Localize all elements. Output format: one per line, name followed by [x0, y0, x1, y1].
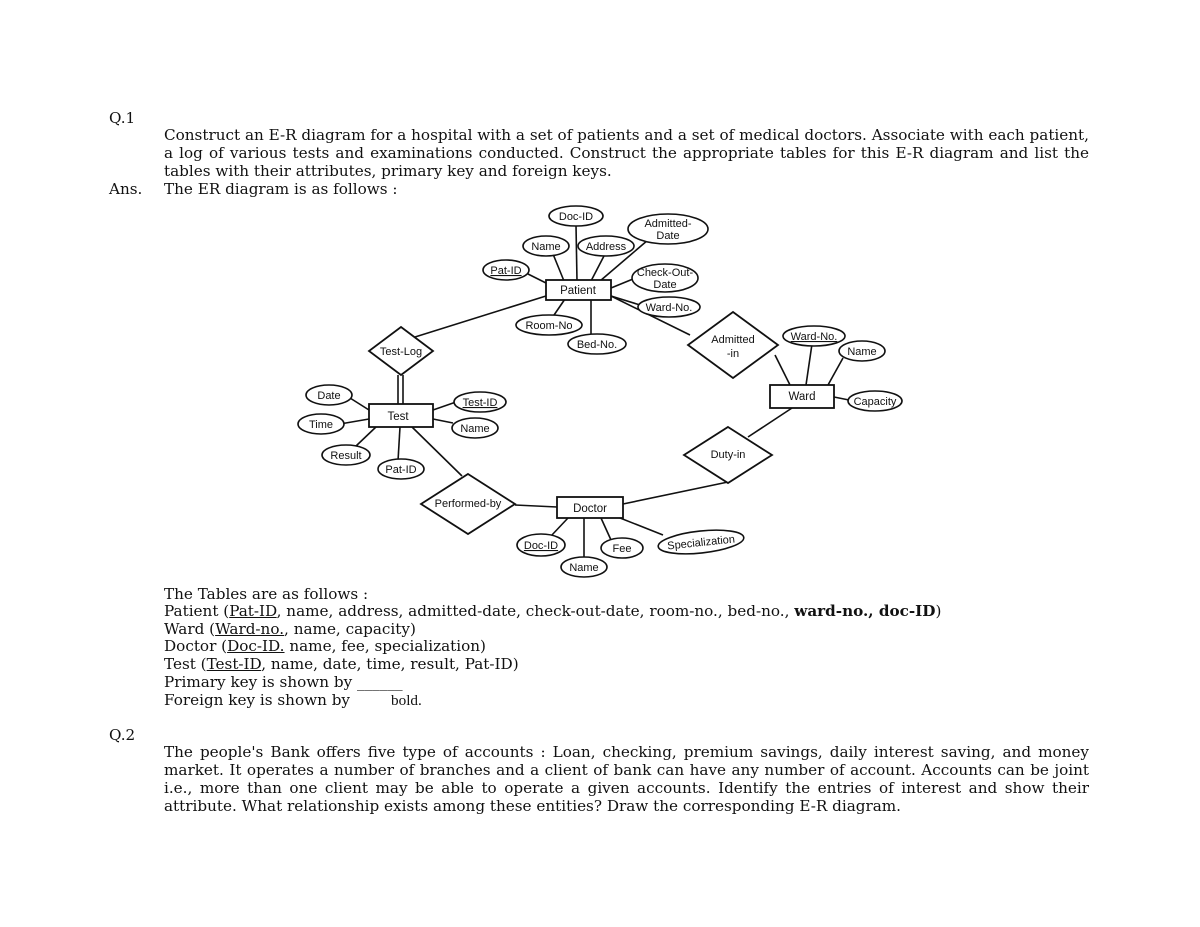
- attribute-specialization-label: Specialization: [666, 533, 736, 553]
- attribute-admitted-date-label-1: Admitted-: [644, 218, 692, 230]
- attribute-time-label: Time: [308, 419, 334, 431]
- attribute-doc-id-patient-label: Doc-ID: [558, 211, 594, 223]
- entity-test-label: Test: [387, 411, 409, 423]
- table-patient: [164, 602, 941, 620]
- attribute-fee-label: Fee: [612, 543, 632, 555]
- table-doctor-pre: Doctor (: [164, 637, 228, 655]
- question-2-line-2: market. It operates a number of branches and a client of bank can have any number of account. Accounts can be joint: [164, 761, 1089, 779]
- table-patient-foreign-keys: ward-no., doc-ID: [794, 602, 936, 620]
- table-test-attributes: , name, date, time, result, Pat-ID): [261, 655, 519, 673]
- attribute-doc-id-patient: [549, 206, 603, 226]
- attribute-pat-id-patient: [483, 260, 529, 280]
- attribute-fee: [601, 538, 643, 558]
- attribute-pat-id-test: [378, 459, 424, 479]
- attribute-ward-no-ward-label: Ward-No.: [790, 331, 838, 343]
- question-2-line-4: attribute. What relationship exists among these entities? Draw the corresponding E-R diagram.: [164, 797, 902, 815]
- attribute-address-label: Address: [585, 241, 627, 253]
- attribute-time: [298, 414, 344, 434]
- question-1-label: Q.1: [109, 109, 136, 127]
- table-test-pre: Test (: [164, 655, 207, 673]
- relationship-test-log-label: Test-Log: [379, 346, 423, 358]
- attribute-doc-id-doctor-label: Doc-ID: [523, 540, 559, 552]
- foreign-key-note: [164, 691, 422, 710]
- table-patient-pre: Patient (: [164, 602, 230, 620]
- question-2-text: [164, 743, 1089, 815]
- attribute-ward-no-ward: [783, 326, 845, 346]
- attribute-name-doctor: [561, 557, 607, 577]
- entity-ward: [770, 385, 834, 408]
- relationship-admitted-label-1: Admitted: [711, 334, 755, 346]
- relationship-performed-by-label: Performed-by: [434, 498, 502, 510]
- attribute-capacity-label: Capacity: [853, 396, 897, 408]
- answer-intro: The ER diagram is as follows :: [164, 180, 398, 198]
- attribute-admitted-date-label-2: Date: [656, 230, 680, 242]
- attribute-room-no: [516, 315, 582, 335]
- answer-label: Ans.: [109, 180, 143, 198]
- attribute-name-doctor-label: Name: [569, 562, 599, 574]
- table-patient-primary-key: Pat-ID: [229, 602, 277, 620]
- attribute-date-label: Date: [317, 390, 341, 402]
- tables-heading: The Tables are as follows :: [164, 585, 369, 603]
- attribute-address: [578, 236, 634, 256]
- table-ward-pre: Ward (: [164, 620, 216, 638]
- attribute-test-id: [454, 392, 506, 412]
- relationship-admitted-label-2: -in: [726, 348, 740, 360]
- attribute-capacity: [848, 391, 902, 411]
- relationship-admitted-in: [688, 312, 778, 378]
- entity-patient: [546, 280, 611, 300]
- primary-key-note: Primary key is shown by ______: [164, 673, 403, 691]
- question-2-label: Q.2: [109, 726, 136, 744]
- attribute-name-test-label: Name: [460, 423, 490, 435]
- table-doctor-primary-key: Doc-ID.: [227, 637, 285, 655]
- attribute-test-id-label: Test-ID: [462, 397, 498, 409]
- table-test: [164, 655, 519, 673]
- table-patient-post: ): [935, 602, 942, 620]
- attribute-name-patient-label: Name: [531, 241, 561, 253]
- attribute-result: [322, 445, 370, 465]
- table-patient-attributes: , name, address, admitted-date, check-out-date, room-no., bed-no.,: [276, 602, 795, 620]
- question-2-line-3: i.e., more than one client may be able to operate a given accounts. Identify the entries of interest and show their: [164, 779, 1089, 797]
- table-doctor-attributes: name, fee, specialization): [284, 637, 486, 655]
- attribute-check-out-date-label-1: Check-Out-: [636, 267, 694, 279]
- attribute-ward-no-patient: [638, 297, 700, 317]
- question-1-line-1: Construct an E-R diagram for a hospital with a set of patients and a set of medical doctors. Associate with each patient,: [164, 126, 1089, 144]
- entity-test: [369, 404, 433, 427]
- attribute-name-ward: [839, 341, 885, 361]
- question-2-line-1: The people's Bank offers five type of accounts : Loan, checking, premium savings, daily interest saving, and money: [164, 743, 1089, 761]
- table-ward-attributes: , name, capacity): [284, 620, 416, 638]
- attribute-doc-id-doctor: [517, 534, 565, 556]
- table-ward: [164, 620, 416, 638]
- attribute-pat-id-patient-label: Pat-ID: [490, 265, 522, 277]
- relationship-performed-by: [421, 474, 515, 534]
- attribute-name-patient: [523, 236, 569, 256]
- attribute-check-out-date: [632, 264, 698, 292]
- attribute-check-out-date-label-2: Date: [653, 279, 677, 291]
- attribute-pat-id-test-label: Pat-ID: [385, 464, 417, 476]
- table-test-primary-key: Test-ID: [206, 655, 262, 673]
- entity-doctor: [557, 497, 623, 518]
- attribute-bed-no-label: Bed-No.: [576, 339, 618, 351]
- attribute-bed-no: [568, 334, 626, 354]
- foreign-key-note-text: Foreign key is shown by: [164, 691, 350, 709]
- attribute-room-no-label: Room-No: [525, 320, 573, 332]
- attribute-name-ward-label: Name: [847, 346, 877, 358]
- foreign-key-note-bold: bold.: [391, 692, 422, 709]
- question-1-line-3: tables with their attributes, primary key and foreign keys.: [164, 162, 612, 180]
- relationship-duty-in-label: Duty-in: [710, 449, 746, 461]
- attribute-ward-no-patient-label: Ward-No.: [645, 302, 693, 314]
- table-ward-primary-key: Ward-no.: [215, 620, 285, 638]
- entity-patient-label: Patient: [560, 285, 596, 297]
- attribute-specialization: [657, 527, 745, 558]
- question-1-line-2: a log of various tests and examinations conducted. Construct the appropriate tables for this E-R diagram and list the: [164, 144, 1089, 162]
- table-doctor: [164, 637, 486, 655]
- attribute-date: [306, 385, 352, 405]
- entity-doctor-label: Doctor: [573, 503, 607, 515]
- entity-ward-label: Ward: [788, 391, 816, 403]
- attribute-result-label: Result: [330, 450, 362, 462]
- attribute-name-test: [452, 418, 498, 438]
- attribute-admitted-date: [628, 214, 708, 244]
- relationship-duty-in: [684, 427, 772, 483]
